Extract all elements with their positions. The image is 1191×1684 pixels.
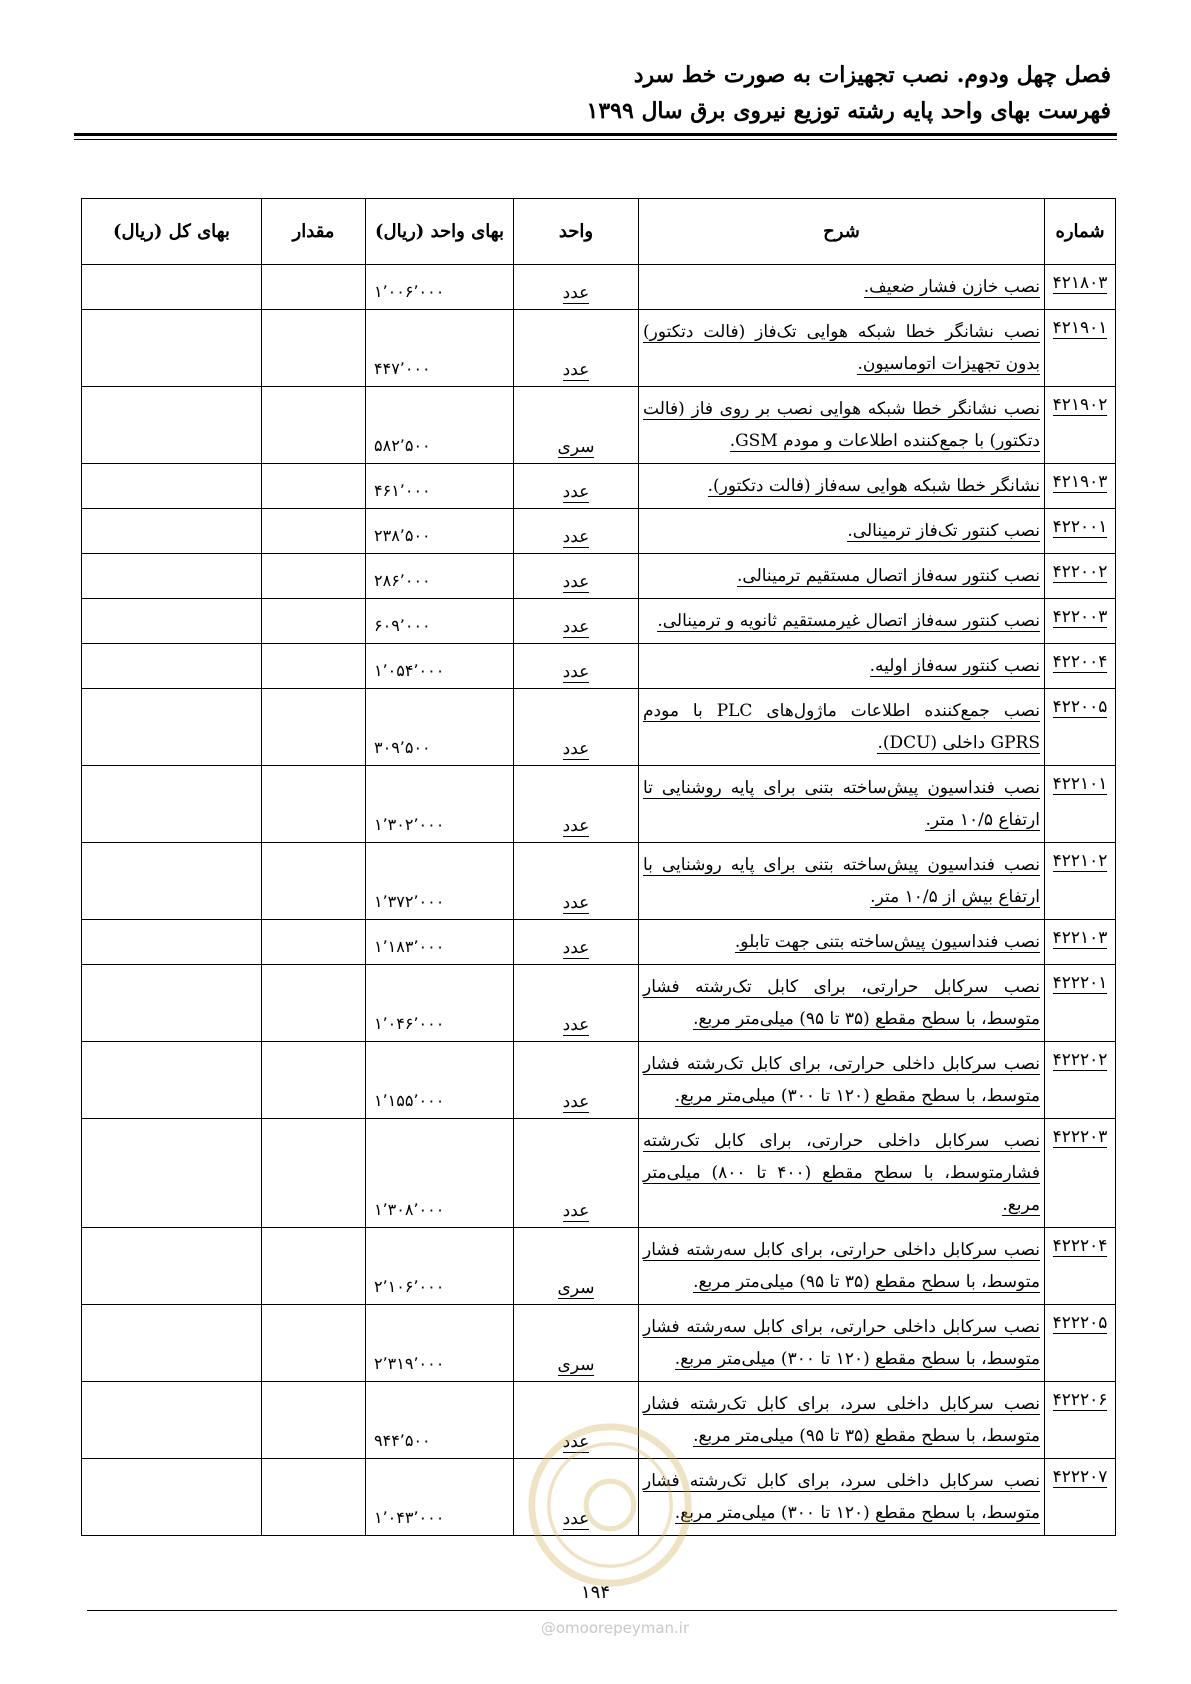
row-code <box>1045 689 1116 766</box>
row-code <box>1045 554 1116 599</box>
table-row <box>82 689 1116 766</box>
row-unit <box>514 554 639 599</box>
row-unit-price: ۲۳۸٬۵۰۰ <box>366 509 514 554</box>
row-unit-text: عدد <box>562 1092 590 1112</box>
row-unit-text: عدد <box>562 527 590 547</box>
table-row <box>82 766 1116 843</box>
row-code <box>1045 265 1116 310</box>
header-rule-thick <box>74 133 1117 136</box>
row-description-text: نصب خازن فشار ضعیف. <box>863 277 1040 297</box>
table-row <box>82 1042 1116 1119</box>
row-code <box>1045 464 1116 509</box>
row-description-text: نصب سرکابل داخلی حرارتی، برای کابل تک‌رشته فشارمتوسط، با سطح مقطع (۴۰۰ تا ۸۰۰) میلی‌متر مربع. <box>643 1131 1041 1215</box>
row-quantity <box>262 920 366 965</box>
row-description <box>639 265 1045 310</box>
table-row <box>82 265 1116 310</box>
row-total-price <box>82 766 262 843</box>
row-total-price <box>82 1459 262 1536</box>
row-unit-price: ۱٬۰۰۶٬۰۰۰ <box>366 265 514 310</box>
row-code-text: ۴۲۱۹۰۳ <box>1052 472 1108 492</box>
row-total-price <box>82 965 262 1042</box>
column-header-total-price: بهای کل (ریال) <box>82 199 262 265</box>
row-unit <box>514 464 639 509</box>
row-quantity <box>262 1459 366 1536</box>
row-unit-text: عدد <box>562 739 590 759</box>
row-total-price <box>82 1228 262 1305</box>
row-description <box>639 1042 1045 1119</box>
row-unit <box>514 766 639 843</box>
row-unit-price: ۴۴۷٬۰۰۰ <box>366 310 514 387</box>
row-unit-price: ۵۸۲٬۵۰۰ <box>366 387 514 464</box>
row-unit <box>514 843 639 920</box>
row-description-text: نصب نشانگر خطا شبکه هوایی نصب بر روی فاز (فالت دتکتور) با جمع‌کننده اطلاعات و مودم GSM. <box>643 399 1040 451</box>
column-header-unit: واحد <box>514 199 639 265</box>
price-list-title: فهرست بهای واحد پایه رشته توزیع نیروی برق سال ۱۳۹۹ <box>586 98 1111 124</box>
row-code-text: ۴۲۲۲۰۱ <box>1052 973 1108 993</box>
table-row <box>82 1228 1116 1305</box>
table-row <box>82 1119 1116 1228</box>
row-unit-text: سری <box>557 1278 595 1298</box>
row-description <box>639 1459 1045 1536</box>
row-unit <box>514 689 639 766</box>
row-code <box>1045 599 1116 644</box>
row-unit-price: ۳۰۹٬۵۰۰ <box>366 689 514 766</box>
row-total-price <box>82 644 262 689</box>
row-quantity <box>262 554 366 599</box>
row-unit-price: ۶۰۹٬۰۰۰ <box>366 599 514 644</box>
row-code <box>1045 387 1116 464</box>
row-description-text: نصب سرکابل داخلی حرارتی، برای کابل سه‌رشته فشار متوسط، با سطح مقطع (۱۲۰ تا ۳۰۰) میلی‌متر مربع. <box>643 1317 1040 1369</box>
row-total-price <box>82 310 262 387</box>
price-table <box>81 198 1116 1536</box>
row-quantity <box>262 1305 366 1382</box>
row-unit <box>514 644 639 689</box>
row-unit-text: عدد <box>562 938 590 958</box>
row-total-price <box>82 1382 262 1459</box>
row-code-text: ۴۲۲۰۰۴ <box>1052 652 1108 672</box>
row-code-text: ۴۲۲۰۰۳ <box>1052 607 1108 627</box>
row-unit <box>514 965 639 1042</box>
row-description-text: نصب سرکابل داخلی حرارتی، برای کابل تک‌رشته فشار متوسط، با سطح مقطع (۱۲۰ تا ۳۰۰) میلی‌متر مربع. <box>643 1054 1040 1106</box>
row-code <box>1045 843 1116 920</box>
row-description <box>639 766 1045 843</box>
row-total-price <box>82 387 262 464</box>
row-description <box>639 464 1045 509</box>
page-number: ۱۹۴ <box>580 1582 610 1603</box>
row-description-text: نصب فنداسیون پیش‌ساخته بتنی برای پایه روشنایی با ارتفاع بیش از ۱۰/۵ متر. <box>643 855 1040 907</box>
column-header-unit-price: بهای واحد (ریال) <box>366 199 514 265</box>
row-unit-text: عدد <box>562 617 590 637</box>
row-description <box>639 689 1045 766</box>
row-quantity <box>262 1382 366 1459</box>
row-description <box>639 644 1045 689</box>
row-quantity <box>262 766 366 843</box>
row-code-text: ۴۲۱۹۰۱ <box>1052 318 1108 338</box>
row-description <box>639 310 1045 387</box>
row-quantity <box>262 265 366 310</box>
row-code-text: ۴۲۲۲۰۳ <box>1052 1127 1108 1147</box>
row-description-text: نصب کنتور سه‌فاز اتصال مستقیم ترمینالی. <box>737 566 1040 586</box>
row-unit-text: عدد <box>562 893 590 913</box>
row-unit-price: ۱٬۰۴۶٬۰۰۰ <box>366 965 514 1042</box>
table-row <box>82 1305 1116 1382</box>
row-quantity <box>262 509 366 554</box>
row-code-text: ۴۲۲۰۰۲ <box>1052 562 1108 582</box>
row-unit-price: ۱٬۳۷۲٬۰۰۰ <box>366 843 514 920</box>
row-unit <box>514 1305 639 1382</box>
row-description-text: نصب نشانگر خطا شبکه هوایی تک‌فاز (فالت دتکتور) بدون تجهیزات اتوماسیون. <box>643 322 1040 374</box>
row-description-text: نصب فنداسیون پیش‌ساخته بتنی برای پایه روشنایی تا ارتفاع ۱۰/۵ متر. <box>643 778 1040 830</box>
column-header-description: شرح <box>639 199 1045 265</box>
chapter-title: فصل چهل ودوم. نصب تجهیزات به صورت خط سرد <box>633 62 1111 88</box>
row-description-text: نصب فنداسیون پیش‌ساخته بتنی جهت تابلو. <box>734 932 1040 952</box>
row-description-text: نصب سرکابل داخلی حرارتی، برای کابل سه‌رشته فشار متوسط، با سطح مقطع (۳۵ تا ۹۵) میلی‌متر مربع. <box>643 1240 1040 1292</box>
row-code-text: ۴۲۲۲۰۲ <box>1052 1050 1108 1070</box>
row-unit-text: عدد <box>562 572 590 592</box>
row-unit-price: ۲٬۱۰۶٬۰۰۰ <box>366 1228 514 1305</box>
row-unit-text: عدد <box>562 360 590 380</box>
row-unit <box>514 1228 639 1305</box>
row-unit-price: ۱٬۳۰۸٬۰۰۰ <box>366 1119 514 1228</box>
table-row <box>82 599 1116 644</box>
row-total-price <box>82 464 262 509</box>
row-description <box>639 387 1045 464</box>
row-code-text: ۴۲۲۱۰۳ <box>1052 928 1108 948</box>
column-header-code: شماره <box>1045 199 1116 265</box>
row-unit-text: عدد <box>562 283 590 303</box>
row-code <box>1045 1382 1116 1459</box>
row-description <box>639 843 1045 920</box>
row-description <box>639 599 1045 644</box>
row-quantity <box>262 1042 366 1119</box>
row-unit-text: عدد <box>562 816 590 836</box>
row-quantity <box>262 464 366 509</box>
row-description-text: نصب جمع‌کننده اطلاعات ماژول‌های PLC با مودم GPRS داخلی (DCU). <box>643 701 1040 753</box>
row-description <box>639 965 1045 1042</box>
row-code-text: ۴۲۱۸۰۳ <box>1052 273 1108 293</box>
table-row <box>82 920 1116 965</box>
row-code <box>1045 920 1116 965</box>
row-code-text: ۴۲۲۲۰۷ <box>1052 1467 1108 1487</box>
table-row <box>82 965 1116 1042</box>
row-unit-text: عدد <box>562 1432 590 1452</box>
row-unit <box>514 1042 639 1119</box>
row-description-text: نصب سرکابل حرارتی، برای کابل تک‌رشته فشار متوسط، با سطح مقطع (۳۵ تا ۹۵) میلی‌متر مربع. <box>643 977 1040 1029</box>
row-code <box>1045 1228 1116 1305</box>
row-quantity <box>262 1119 366 1228</box>
row-unit-price: ۱٬۰۵۴٬۰۰۰ <box>366 644 514 689</box>
row-code <box>1045 1459 1116 1536</box>
row-unit-price: ۱٬۱۸۳٬۰۰۰ <box>366 920 514 965</box>
row-total-price <box>82 689 262 766</box>
row-unit-price: ۲٬۳۱۹٬۰۰۰ <box>366 1305 514 1382</box>
table-row <box>82 554 1116 599</box>
row-unit <box>514 920 639 965</box>
row-description-text: نصب سرکابل داخلی سرد، برای کابل تک‌رشته فشار متوسط، با سطح مقطع (۱۲۰ تا ۳۰۰) میلی‌متر مربع. <box>643 1471 1040 1523</box>
row-unit-text: عدد <box>562 482 590 502</box>
row-description-text: نصب کنتور سه‌فاز اتصال غیرمستقیم ثانویه و ترمینالی. <box>657 611 1040 631</box>
table-row <box>82 509 1116 554</box>
row-code-text: ۴۲۲۰۰۵ <box>1052 697 1108 717</box>
table-row <box>82 464 1116 509</box>
row-code <box>1045 509 1116 554</box>
row-code-text: ۴۲۲۱۰۲ <box>1052 851 1108 871</box>
row-total-price <box>82 599 262 644</box>
row-quantity <box>262 387 366 464</box>
row-unit <box>514 310 639 387</box>
row-code <box>1045 1119 1116 1228</box>
row-description <box>639 1119 1045 1228</box>
row-description <box>639 1305 1045 1382</box>
row-code <box>1045 1305 1116 1382</box>
table-row <box>82 387 1116 464</box>
row-code <box>1045 644 1116 689</box>
row-description <box>639 1382 1045 1459</box>
row-code <box>1045 1042 1116 1119</box>
row-unit-price: ۱٬۳۰۲٬۰۰۰ <box>366 766 514 843</box>
row-code-text: ۴۲۲۱۰۱ <box>1052 774 1108 794</box>
row-quantity <box>262 310 366 387</box>
row-total-price <box>82 1305 262 1382</box>
footer-rule <box>87 1610 1117 1611</box>
table-row <box>82 843 1116 920</box>
row-unit-price: ۱٬۱۵۵٬۰۰۰ <box>366 1042 514 1119</box>
row-code-text: ۴۲۲۲۰۶ <box>1052 1390 1108 1410</box>
row-total-price <box>82 509 262 554</box>
row-unit-price: ۹۴۴٬۵۰۰ <box>366 1382 514 1459</box>
row-quantity <box>262 689 366 766</box>
row-quantity <box>262 599 366 644</box>
row-total-price <box>82 1042 262 1119</box>
row-unit-text: عدد <box>562 1509 590 1529</box>
row-description-text: نصب کنتور تک‌فاز ترمینالی. <box>847 521 1040 541</box>
row-quantity <box>262 843 366 920</box>
header-rule-thin <box>74 139 1117 140</box>
row-unit <box>514 599 639 644</box>
row-code <box>1045 766 1116 843</box>
row-code-text: ۴۲۲۲۰۵ <box>1052 1313 1108 1333</box>
row-unit-text: عدد <box>562 1015 590 1035</box>
row-total-price <box>82 265 262 310</box>
seal-watermark-icon <box>525 1420 695 1590</box>
row-description <box>639 1228 1045 1305</box>
row-unit-text: عدد <box>562 1201 590 1221</box>
row-description-text: نصب کنتور سه‌فاز اولیه. <box>869 656 1040 676</box>
row-total-price <box>82 1119 262 1228</box>
row-description <box>639 509 1045 554</box>
site-watermark: @omoorepeyman.ir <box>540 1619 690 1637</box>
row-code-text: ۴۲۲۲۰۴ <box>1052 1236 1108 1256</box>
row-code-text: ۴۲۲۰۰۱ <box>1052 517 1108 537</box>
table-row <box>82 310 1116 387</box>
row-unit <box>514 265 639 310</box>
row-total-price <box>82 843 262 920</box>
row-code <box>1045 965 1116 1042</box>
row-unit <box>514 1119 639 1228</box>
row-quantity <box>262 965 366 1042</box>
row-quantity <box>262 1228 366 1305</box>
row-unit-price: ۴۶۱٬۰۰۰ <box>366 464 514 509</box>
table-header-row <box>82 199 1116 265</box>
row-code-text: ۴۲۱۹۰۲ <box>1052 395 1108 415</box>
row-code <box>1045 310 1116 387</box>
row-description-text: نشانگر خطا شبکه هوایی سه‌فاز (فالت دتکتور). <box>707 476 1040 496</box>
row-unit-text: سری <box>557 437 595 457</box>
column-header-quantity: مقدار <box>262 199 366 265</box>
row-total-price <box>82 554 262 599</box>
row-unit-text: عدد <box>562 662 590 682</box>
table-row <box>82 644 1116 689</box>
row-unit-text: سری <box>557 1355 595 1375</box>
row-description-text: نصب سرکابل داخلی سرد، برای کابل تک‌رشته فشار متوسط، با سطح مقطع (۳۵ تا ۹۵) میلی‌متر مربع. <box>643 1394 1040 1446</box>
row-total-price <box>82 920 262 965</box>
row-unit-price: ۲۸۶٬۰۰۰ <box>366 554 514 599</box>
row-description <box>639 920 1045 965</box>
row-quantity <box>262 644 366 689</box>
row-description <box>639 554 1045 599</box>
row-unit-price: ۱٬۰۴۳٬۰۰۰ <box>366 1459 514 1536</box>
row-unit <box>514 387 639 464</box>
row-unit <box>514 509 639 554</box>
